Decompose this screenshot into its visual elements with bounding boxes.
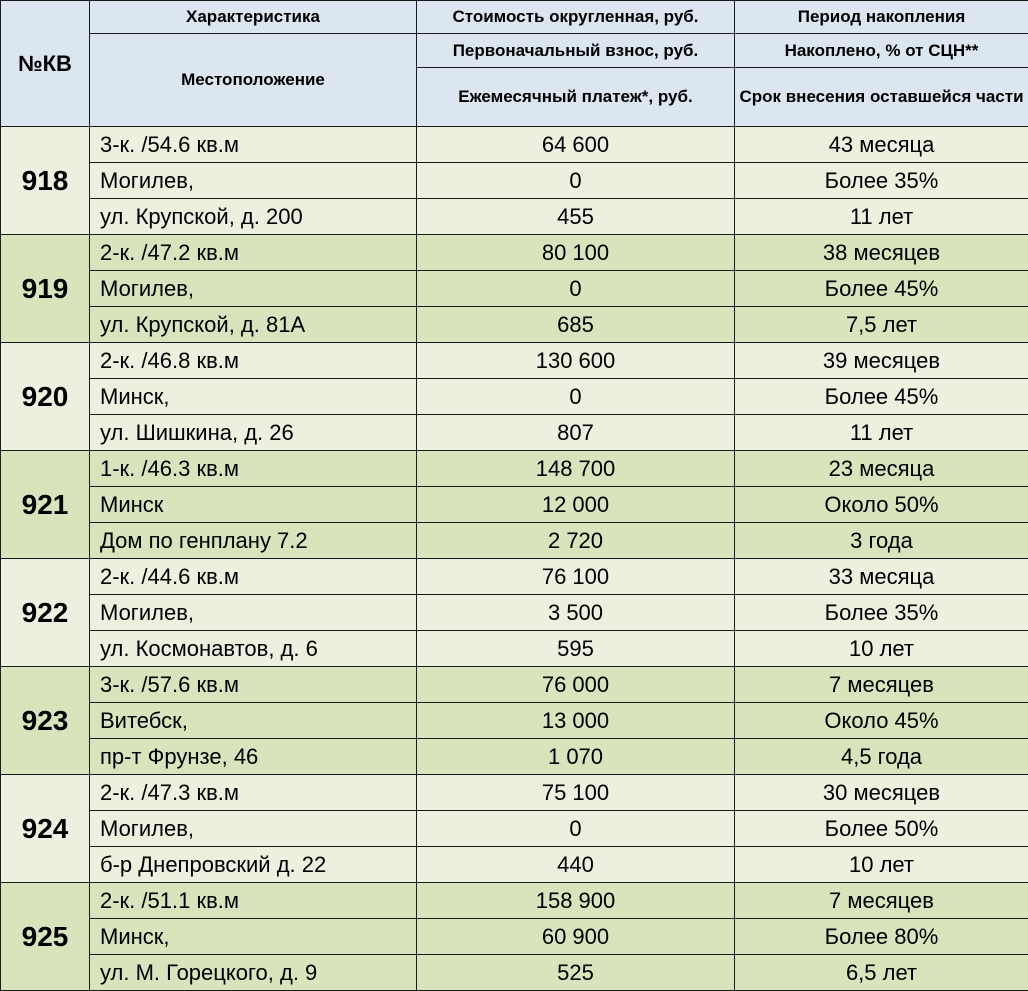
apartment-group bbox=[1, 559, 1028, 667]
table-row bbox=[1, 703, 1028, 739]
header-kv: №КВ bbox=[1, 1, 90, 127]
initial-payment: 12 000 bbox=[417, 487, 735, 523]
table-row bbox=[1, 523, 1028, 559]
apartment-group bbox=[1, 667, 1028, 775]
remaining-term: 4,5 года bbox=[735, 739, 1028, 775]
apartment-group bbox=[1, 343, 1028, 451]
table-row bbox=[1, 811, 1028, 847]
apartment-city: Минск, bbox=[90, 379, 417, 415]
table-row bbox=[1, 631, 1028, 667]
remaining-term: 10 лет bbox=[735, 847, 1028, 883]
initial-payment: 0 bbox=[417, 271, 735, 307]
table-row bbox=[1, 127, 1028, 163]
apartment-address: Дом по генплану 7.2 bbox=[90, 523, 417, 559]
accumulation-period: 39 месяцев bbox=[735, 343, 1028, 379]
table-row bbox=[1, 487, 1028, 523]
initial-payment: 3 500 bbox=[417, 595, 735, 631]
initial-payment: 0 bbox=[417, 163, 735, 199]
header-period: Период накопления bbox=[735, 1, 1028, 34]
accumulation-period: 7 месяцев bbox=[735, 667, 1028, 703]
apartment-address: ул. Крупской, д. 81А bbox=[90, 307, 417, 343]
remaining-term: 11 лет bbox=[735, 415, 1028, 451]
monthly-payment: 440 bbox=[417, 847, 735, 883]
apartment-size: 2-к. /51.1 кв.м bbox=[90, 883, 417, 919]
apartment-city: Минск, bbox=[90, 919, 417, 955]
header-initial-payment: Первоначальный взнос, руб. bbox=[417, 34, 735, 68]
accumulation-period: 23 месяца bbox=[735, 451, 1028, 487]
monthly-payment: 595 bbox=[417, 631, 735, 667]
apartment-group bbox=[1, 883, 1028, 991]
table-row bbox=[1, 739, 1028, 775]
apartment-address: ул. Шишкина, д. 26 bbox=[90, 415, 417, 451]
monthly-payment: 1 070 bbox=[417, 739, 735, 775]
apartment-group bbox=[1, 451, 1028, 559]
apartment-group bbox=[1, 775, 1028, 883]
accumulation-period: 7 месяцев bbox=[735, 883, 1028, 919]
initial-payment: 13 000 bbox=[417, 703, 735, 739]
remaining-term: 11 лет bbox=[735, 199, 1028, 235]
table-row bbox=[1, 847, 1028, 883]
apartment-cost: 76 100 bbox=[417, 559, 735, 595]
accumulated-percent: Более 80% bbox=[735, 919, 1028, 955]
remaining-term: 6,5 лет bbox=[735, 955, 1028, 991]
table-row bbox=[1, 307, 1028, 343]
table-row bbox=[1, 199, 1028, 235]
apartment-kv-number: 919 bbox=[1, 235, 90, 343]
apartment-size: 1-к. /46.3 кв.м bbox=[90, 451, 417, 487]
accumulated-percent: Около 50% bbox=[735, 487, 1028, 523]
apartment-city: Витебск, bbox=[90, 703, 417, 739]
apartment-cost: 75 100 bbox=[417, 775, 735, 811]
initial-payment: 0 bbox=[417, 379, 735, 415]
accumulated-percent: Более 35% bbox=[735, 595, 1028, 631]
apartment-cost: 158 900 bbox=[417, 883, 735, 919]
accumulation-period: 30 месяцев bbox=[735, 775, 1028, 811]
remaining-term: 3 года bbox=[735, 523, 1028, 559]
accumulation-period: 38 месяцев bbox=[735, 235, 1028, 271]
apartment-address: пр-т Фрунзе, 46 bbox=[90, 739, 417, 775]
accumulated-percent: Более 50% bbox=[735, 811, 1028, 847]
header-characteristic: Характеристика bbox=[90, 1, 417, 34]
apartment-cost: 148 700 bbox=[417, 451, 735, 487]
accumulated-percent: Более 45% bbox=[735, 271, 1028, 307]
monthly-payment: 2 720 bbox=[417, 523, 735, 559]
table-row bbox=[1, 235, 1028, 271]
table-header bbox=[1, 1, 1028, 127]
apartment-size: 3-к. /54.6 кв.м bbox=[90, 127, 417, 163]
apartment-kv-number: 924 bbox=[1, 775, 90, 883]
initial-payment: 60 900 bbox=[417, 919, 735, 955]
table-row bbox=[1, 775, 1028, 811]
table-row bbox=[1, 451, 1028, 487]
table-row bbox=[1, 883, 1028, 919]
apartment-kv-number: 920 bbox=[1, 343, 90, 451]
header-location: Местоположение bbox=[90, 34, 417, 127]
table-row bbox=[1, 379, 1028, 415]
apartment-cost: 80 100 bbox=[417, 235, 735, 271]
apartment-city: Могилев, bbox=[90, 595, 417, 631]
apartment-address: б-р Днепровский д. 22 bbox=[90, 847, 417, 883]
table-row bbox=[1, 595, 1028, 631]
apartment-city: Могилев, bbox=[90, 811, 417, 847]
apartment-size: 2-к. /47.3 кв.м bbox=[90, 775, 417, 811]
remaining-term: 7,5 лет bbox=[735, 307, 1028, 343]
table-row bbox=[1, 415, 1028, 451]
apartment-size: 3-к. /57.6 кв.м bbox=[90, 667, 417, 703]
apartment-size: 2-к. /47.2 кв.м bbox=[90, 235, 417, 271]
accumulated-percent: Около 45% bbox=[735, 703, 1028, 739]
apartment-size: 2-к. /46.8 кв.м bbox=[90, 343, 417, 379]
apartment-address: ул. М. Горецкого, д. 9 bbox=[90, 955, 417, 991]
table-row bbox=[1, 271, 1028, 307]
table-row bbox=[1, 667, 1028, 703]
accumulation-period: 43 месяца bbox=[735, 127, 1028, 163]
apartment-address: ул. Космонавтов, д. 6 bbox=[90, 631, 417, 667]
accumulation-period: 33 месяца bbox=[735, 559, 1028, 595]
apartment-kv-number: 922 bbox=[1, 559, 90, 667]
apartment-kv-number: 923 bbox=[1, 667, 90, 775]
apartment-size: 2-к. /44.6 кв.м bbox=[90, 559, 417, 595]
apartment-city: Минск bbox=[90, 487, 417, 523]
apartment-city: Могилев, bbox=[90, 271, 417, 307]
table-row bbox=[1, 163, 1028, 199]
apartment-city: Могилев, bbox=[90, 163, 417, 199]
apartment-kv-number: 921 bbox=[1, 451, 90, 559]
apartment-kv-number: 918 bbox=[1, 127, 90, 235]
table-row bbox=[1, 343, 1028, 379]
header-monthly-payment: Ежемесячный платеж*, руб. bbox=[417, 68, 735, 127]
monthly-payment: 455 bbox=[417, 199, 735, 235]
apartment-cost: 76 000 bbox=[417, 667, 735, 703]
apartment-group bbox=[1, 235, 1028, 343]
apartment-address: ул. Крупской, д. 200 bbox=[90, 199, 417, 235]
table-row bbox=[1, 955, 1028, 991]
header-remaining-term: Срок внесения оставшейся части bbox=[735, 68, 1028, 127]
accumulated-percent: Более 45% bbox=[735, 379, 1028, 415]
monthly-payment: 807 bbox=[417, 415, 735, 451]
apartment-kv-number: 925 bbox=[1, 883, 90, 991]
monthly-payment: 685 bbox=[417, 307, 735, 343]
header-accumulated: Накоплено, % от СЦН** bbox=[735, 34, 1028, 68]
table-row bbox=[1, 919, 1028, 955]
header-cost: Стоимость округленная, руб. bbox=[417, 1, 735, 34]
monthly-payment: 525 bbox=[417, 955, 735, 991]
accumulated-percent: Более 35% bbox=[735, 163, 1028, 199]
table-row bbox=[1, 559, 1028, 595]
apartment-group bbox=[1, 127, 1028, 235]
apartment-cost: 64 600 bbox=[417, 127, 735, 163]
apartment-cost: 130 600 bbox=[417, 343, 735, 379]
initial-payment: 0 bbox=[417, 811, 735, 847]
remaining-term: 10 лет bbox=[735, 631, 1028, 667]
